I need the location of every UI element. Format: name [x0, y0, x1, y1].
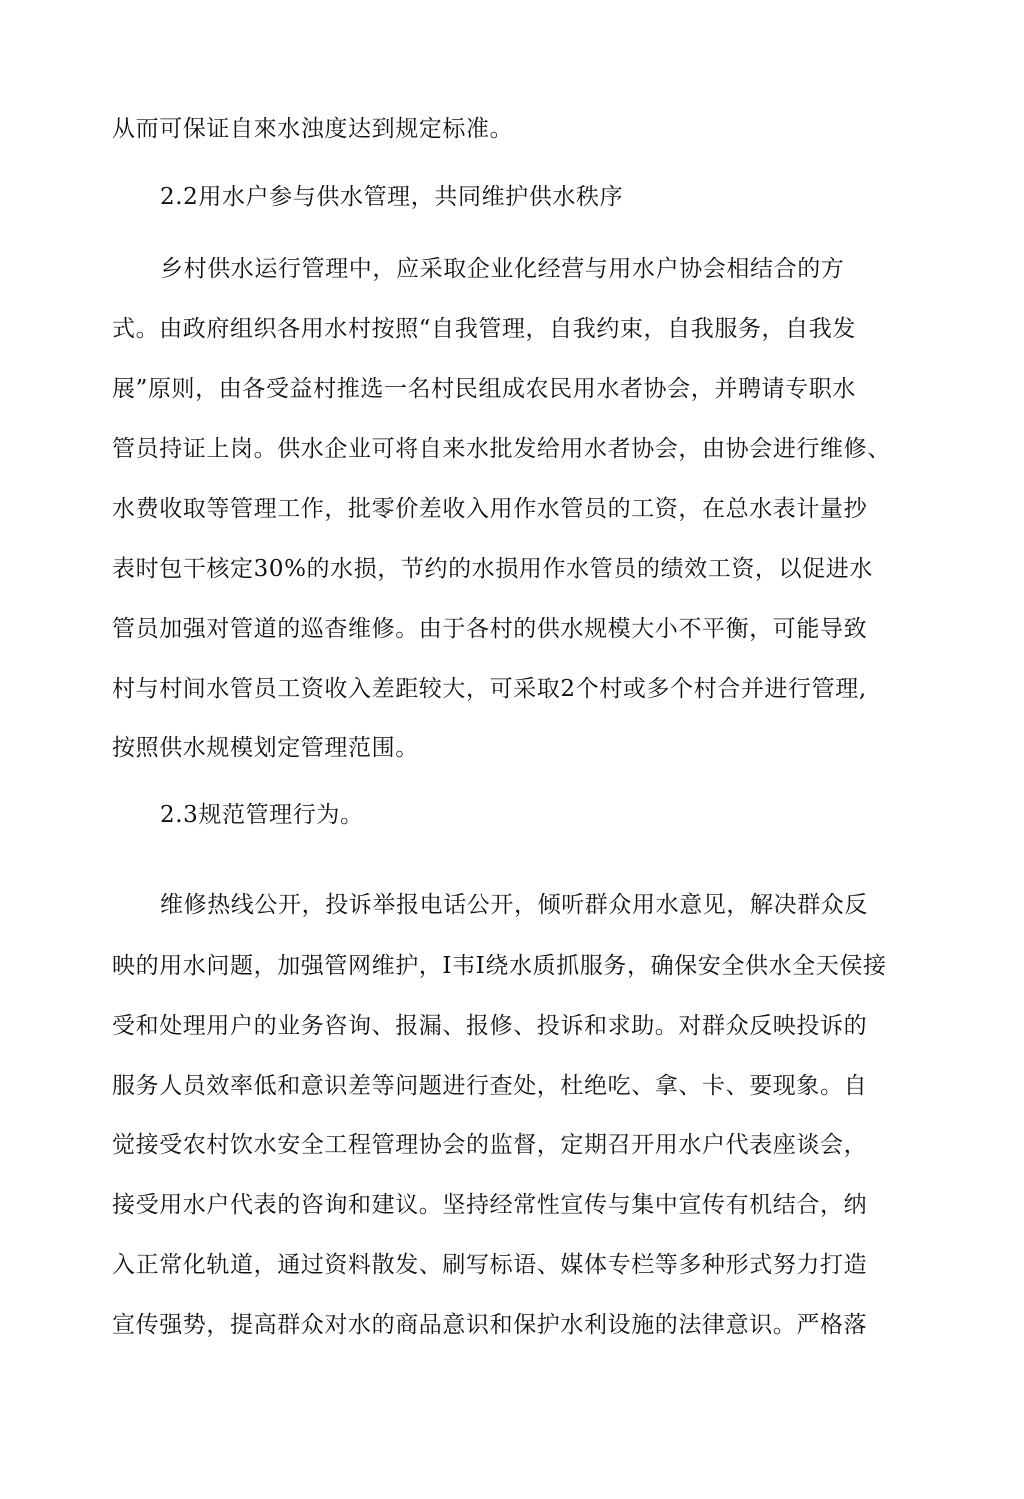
text-line: 式。由政府组织各用水村按照“自我管理，自我约束，自我服务，自我发 — [112, 316, 856, 342]
text-line: 从而可保证自來水浊度达到规定标准。 — [112, 116, 514, 142]
text-line: 觉接受农村饮水安全工程管理协会的监督，定期召开用水户代表座谈会， — [112, 1132, 868, 1158]
text-line: 受和处理用户的业务咨询、报漏、报修、投诉和求助。对群众反映投诉的 — [112, 1013, 868, 1039]
text-line: 水费收取等管理工作，批零价差收入用作水管员的工资，在总水表计量抄 — [112, 496, 868, 522]
section-heading: 2.3规范管理行为。 — [160, 802, 364, 828]
text-line: 宣传强势，提高群众对水的商品意识和保护水利设施的法律意识。严格落 — [112, 1312, 868, 1338]
text-line: 村与村间水管员工资收入差距较大，可采取2个村或多个村合并进行管理, — [112, 676, 867, 702]
text-line: 展”原则，由各受益村推选一名村民组成农民用水者协会，并聘请专职水 — [112, 376, 856, 402]
text-line: 服务人员效率低和意识差等问题进行查处，杜绝吃、拿、卡、要现象。自 — [112, 1073, 868, 1099]
text-line: 接受用水户代表的咨询和建议。坚持经常性宣传与集中宣传有机结合，纳 — [112, 1192, 868, 1218]
text-line: 映的用水问题，加强管网维护，I韦I绕水质抓服务，确保安全供水全天侯接 — [112, 953, 887, 979]
text-line: 入正常化轨道，通过资料散发、刷写标语、媒体专栏等多种形式努力打造 — [112, 1252, 868, 1278]
text-line: 表时包干核定30%的水损，节约的水损用作水管员的绩效工资，以促进水 — [112, 556, 873, 582]
section-heading: 2.2用水户参与供水管理，共同维护供水秩序 — [160, 184, 624, 210]
text-line: 管员持证上岗。供水企业可将自来水批发给用水者协会，由协会进行维修、 — [112, 436, 891, 462]
text-line: 乡村供水运行管理中，应采取企业化经营与用水户协会相结合的方 — [160, 256, 845, 282]
text-line: 管员加强对管道的巡杳维修。由于各村的供水规模大小不平衡，可能导致 — [112, 616, 868, 642]
text-line: 按照供水规模划定管理范围。 — [112, 735, 419, 761]
text-line: 维修热线公开，投诉举报电话公开，倾听群众用水意见，解决群众反 — [160, 892, 868, 918]
